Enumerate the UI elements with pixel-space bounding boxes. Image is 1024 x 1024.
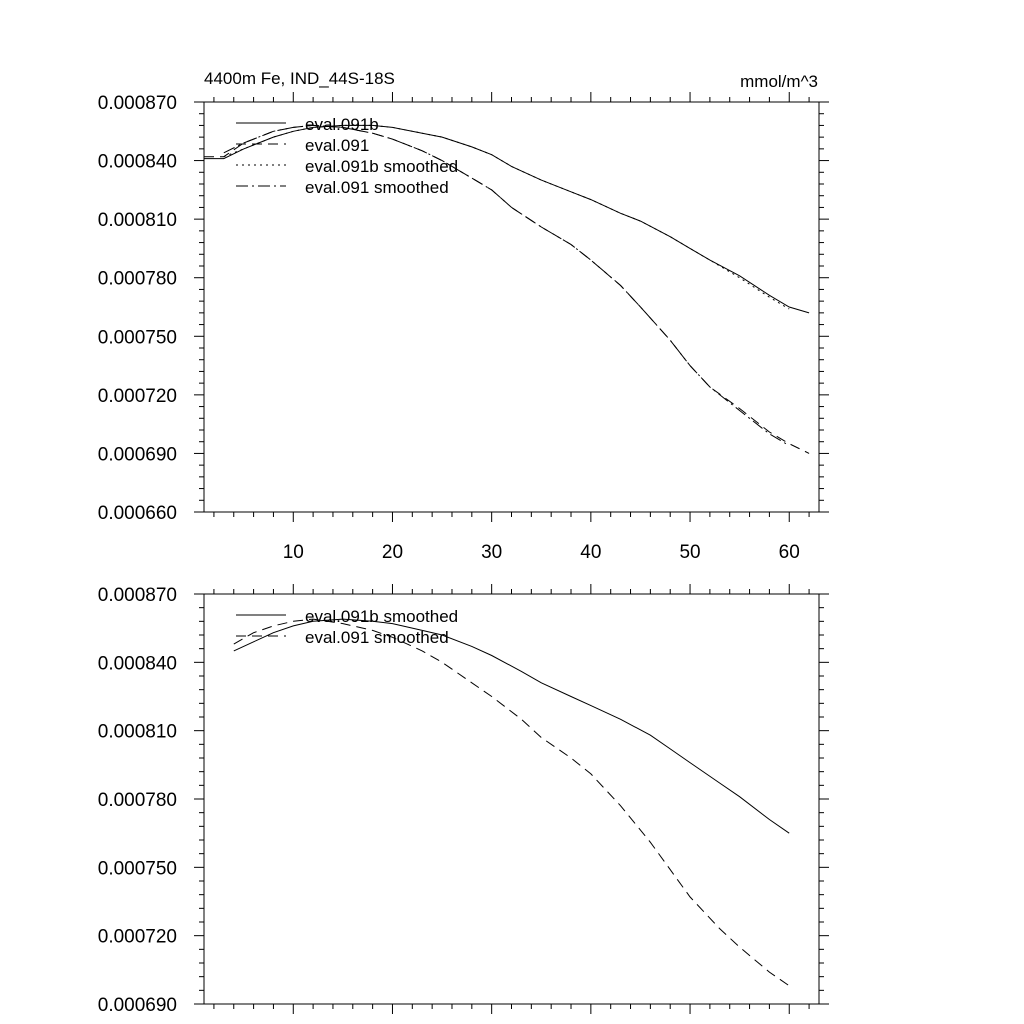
y-tick-label: 0.000870 <box>97 585 177 606</box>
y-tick-label: 0.000690 <box>97 444 177 466</box>
y-tick-label: 0.000690 <box>97 995 177 1016</box>
y-tick-label: 0.000870 <box>97 93 177 114</box>
x-tick-label: 20 <box>381 542 404 563</box>
x-tick-label: 30 <box>481 542 503 563</box>
y-tick-label: 0.000750 <box>97 327 177 349</box>
x-tick-label: 50 <box>679 542 701 563</box>
chart-title: 4400m Fe, IND_44S-18S <box>204 69 395 88</box>
legend-label: eval.091 <box>305 136 370 155</box>
y-tick-label: 0.000720 <box>97 926 177 948</box>
y-tick-label: 0.000780 <box>97 268 177 290</box>
units-label: mmol/m^3 <box>740 72 818 91</box>
y-tick-label: 0.000840 <box>97 653 177 675</box>
y-tick-label: 0.000840 <box>97 151 177 173</box>
x-tick-label: 40 <box>580 542 602 563</box>
y-tick-label: 0.000660 <box>97 503 177 524</box>
y-tick-label: 0.000810 <box>97 210 177 232</box>
legend-label: eval.091 smoothed <box>305 628 449 647</box>
y-tick-label: 0.000750 <box>97 858 177 880</box>
y-tick-label: 0.000810 <box>97 721 177 743</box>
legend-label: eval.091 smoothed <box>305 178 449 197</box>
legend-label: eval.091b <box>305 115 379 134</box>
x-tick-label: 60 <box>778 542 800 563</box>
y-tick-label: 0.000720 <box>97 385 177 407</box>
x-tick-label: 10 <box>282 542 304 563</box>
legend-label: eval.091b smoothed <box>305 607 459 626</box>
y-tick-label: 0.000780 <box>97 790 177 811</box>
legend-label: eval.091b smoothed <box>305 157 459 176</box>
